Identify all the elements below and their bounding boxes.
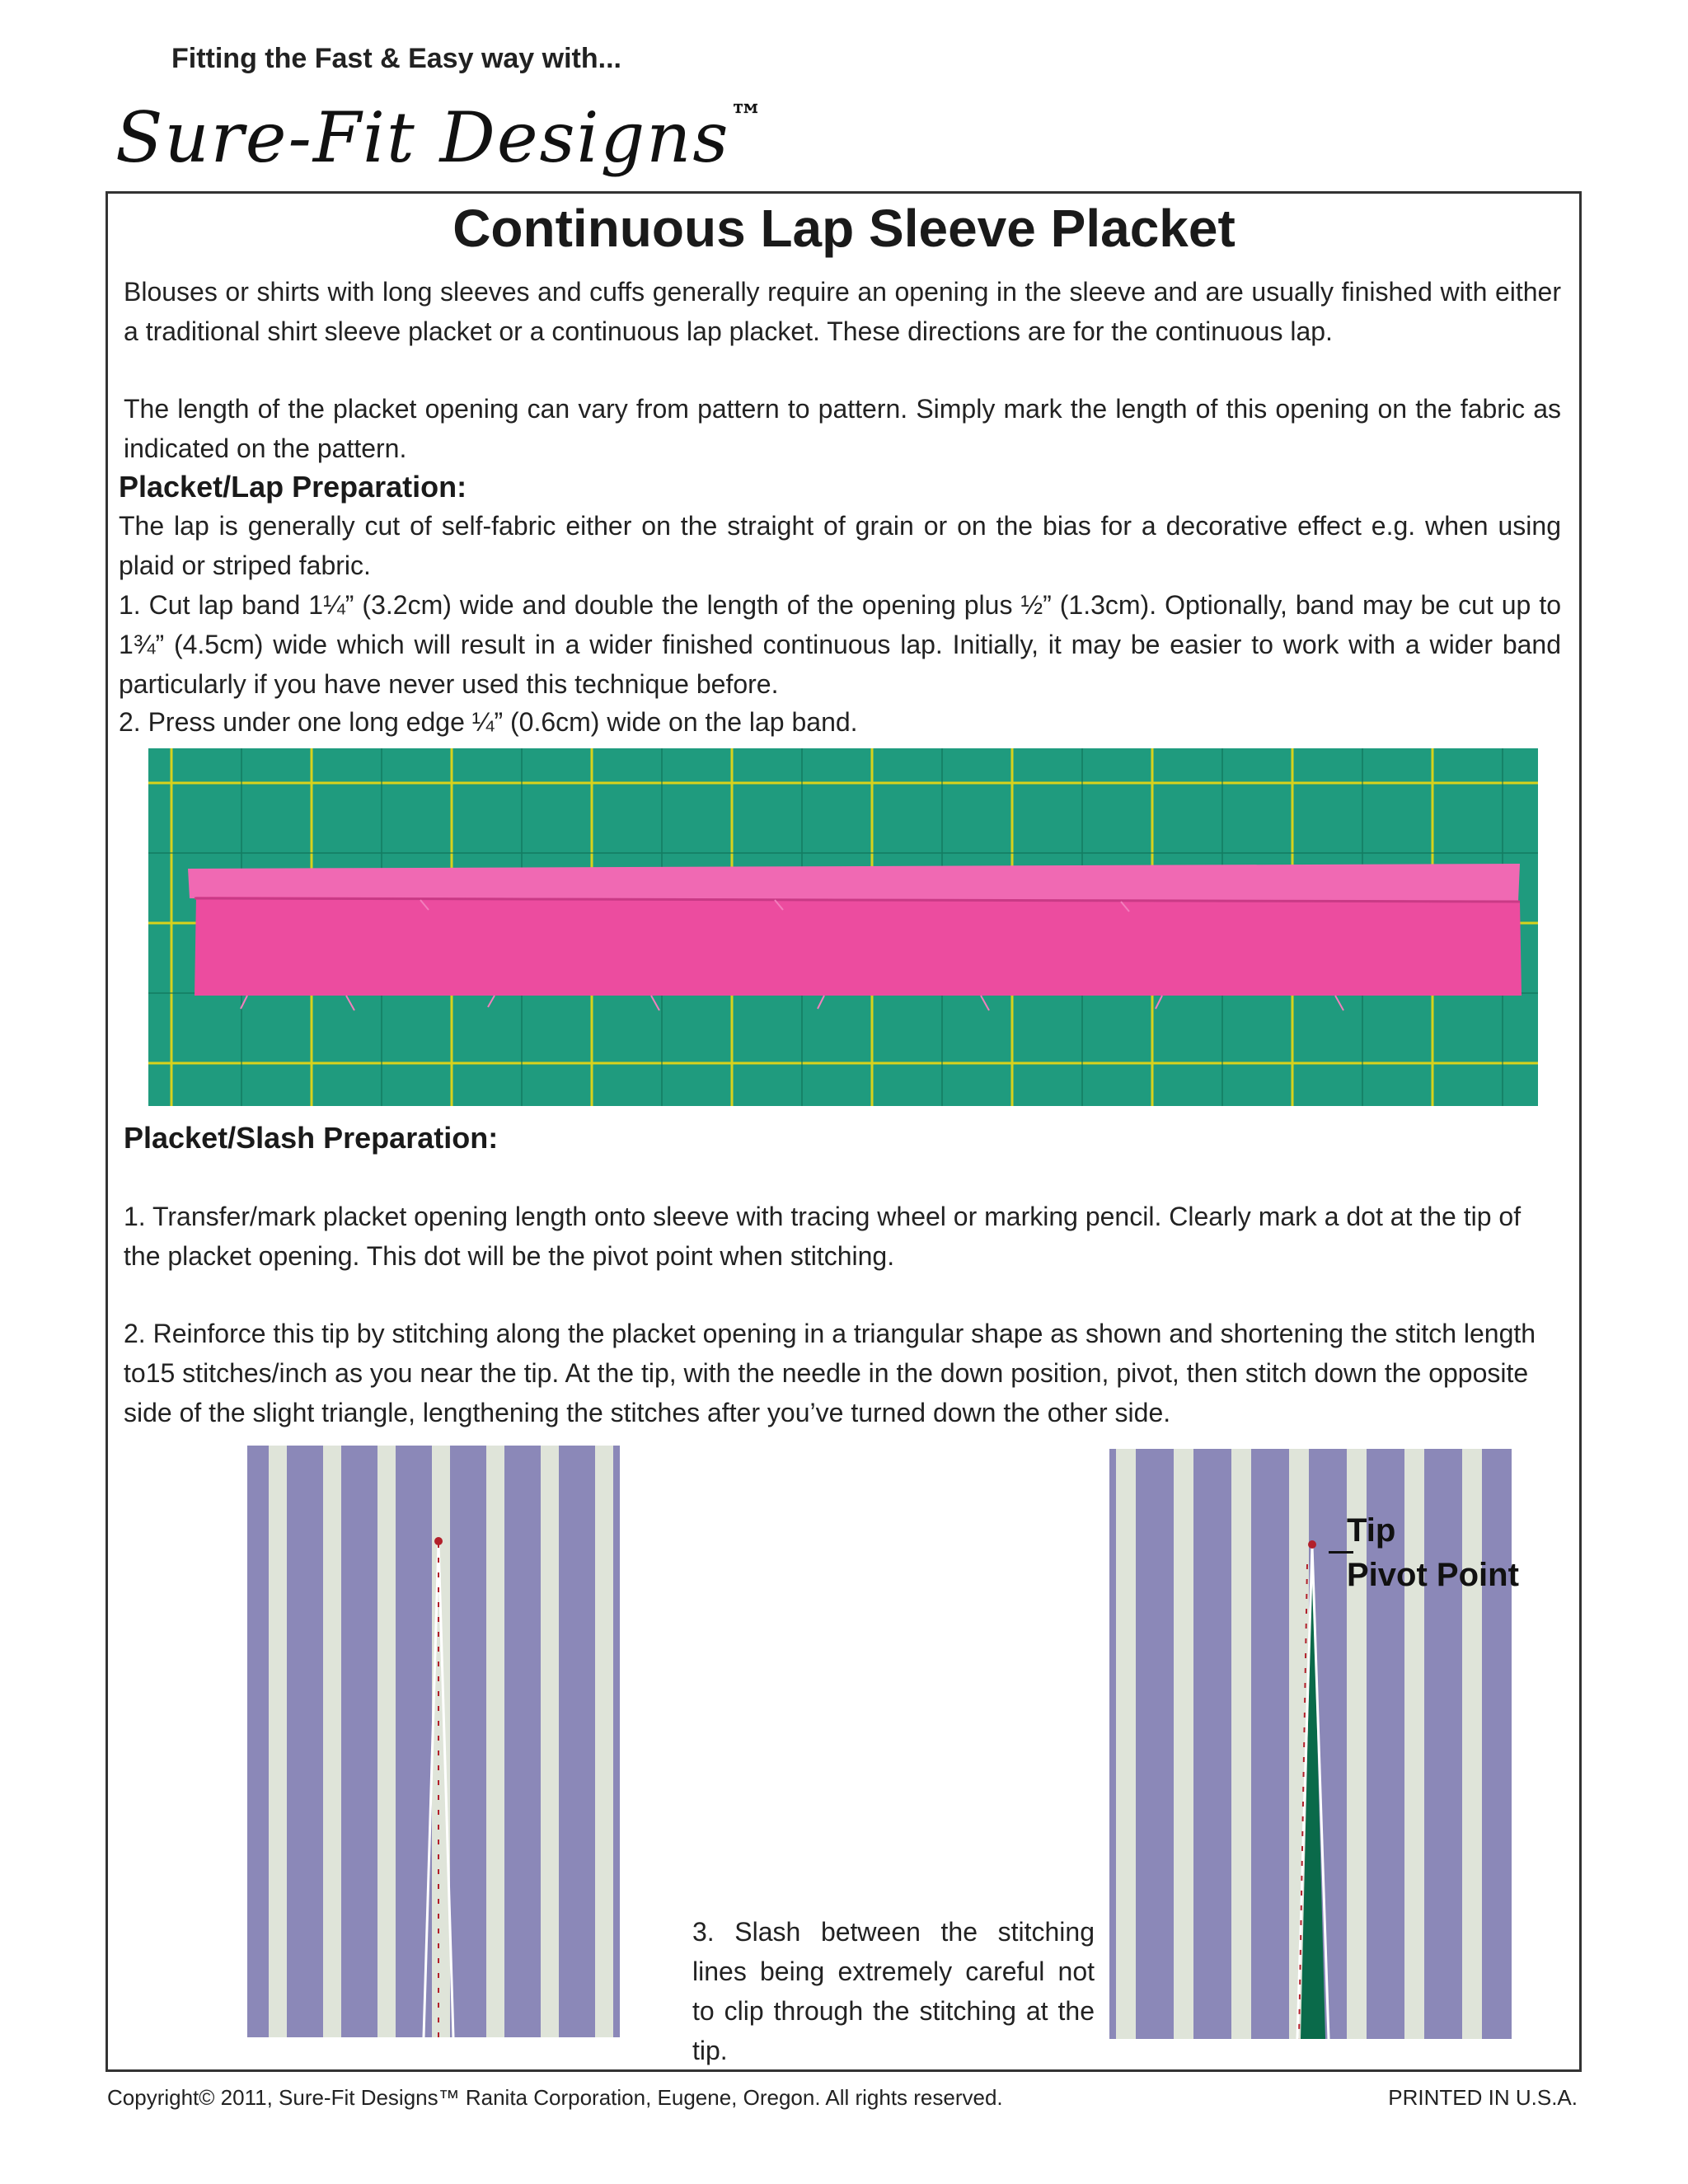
pivot-point-label: Pivot Point xyxy=(1347,1557,1519,1593)
slash-step-3: 3. Slash between the stitching lines being extremely careful not to clip through the stitching at the tip. xyxy=(692,1917,1095,2065)
tagline: Fitting the Fast & Easy way with... xyxy=(171,43,621,74)
slash-step-2: 2. Reinforce this tip by stitching along the placket opening in a triangular shape as shown and shortening the stitch length to15 stitches/inch as you near the tip. At the tip, with the needle in the down position, pivot, then stitch down the opposite side of the slight triangle, lengthening the stitches after you’ve turned down the other side. xyxy=(124,1319,1536,1427)
stitching-photo xyxy=(247,1446,620,2037)
lap-preparation-heading: Placket/Lap Preparation: xyxy=(119,470,467,504)
printed-in-notice: PRINTED IN U.S.A. xyxy=(1388,2085,1578,2110)
logo-trademark: ™ xyxy=(729,97,765,136)
logo-text: Sure-Fit Designs xyxy=(115,97,730,178)
brand-logo xyxy=(115,97,765,178)
lap-step-1: 1. Cut lap band 1¼” (3.2cm) wide and double the length of the opening plus ½” (1.3cm). Optionally, band may be cut up to 1¾” (4.5cm) wide which will result in a wider finished continuous lap. Initially, it may be easier to work with a wider band particularly if you have never used this technique before. xyxy=(119,590,1561,699)
intro-paragraph-1: Blouses or shirts with long sleeves and cuffs generally require an opening in the sleeve and are usually finished with either a traditional shirt sleeve placket or a continuous lap placket. These directions are for the continuous lap. xyxy=(124,277,1561,346)
lap-paragraph: The lap is generally cut of self-fabric either on the straight of grain or on the bias for a decorative effect e.g. when using plaid or striped fabric. xyxy=(119,511,1561,580)
lap-band-photo-graphic xyxy=(148,748,1538,1106)
lap-band-photo xyxy=(148,748,1538,1106)
slash-step-1: 1. Transfer/mark placket opening length onto sleeve with tracing wheel or marking pencil. Clearly mark a dot at the tip of the placket opening. This dot will be the pivot point when stitching. xyxy=(124,1202,1522,1271)
tip-annotation xyxy=(1347,1508,1519,1597)
intro-paragraph-2: The length of the placket opening can vary from pattern to pattern. Simply mark the length of this opening on the fabric as indicated on the pattern. xyxy=(124,394,1561,463)
page-title: Continuous Lap Sleeve Placket xyxy=(452,199,1236,258)
lap-step-2: 2. Press under one long edge ¼” (0.6cm) wide on the lap band. xyxy=(119,707,858,737)
slash-preparation-heading: Placket/Slash Preparation: xyxy=(124,1121,499,1155)
tip-label: Tip xyxy=(1347,1512,1396,1549)
stitching-photo-graphic xyxy=(247,1446,620,2037)
copyright-notice: Copyright© 2011, Sure-Fit Designs™ Ranita Corporation, Eugene, Oregon. All rights reserved. xyxy=(107,2085,1003,2110)
